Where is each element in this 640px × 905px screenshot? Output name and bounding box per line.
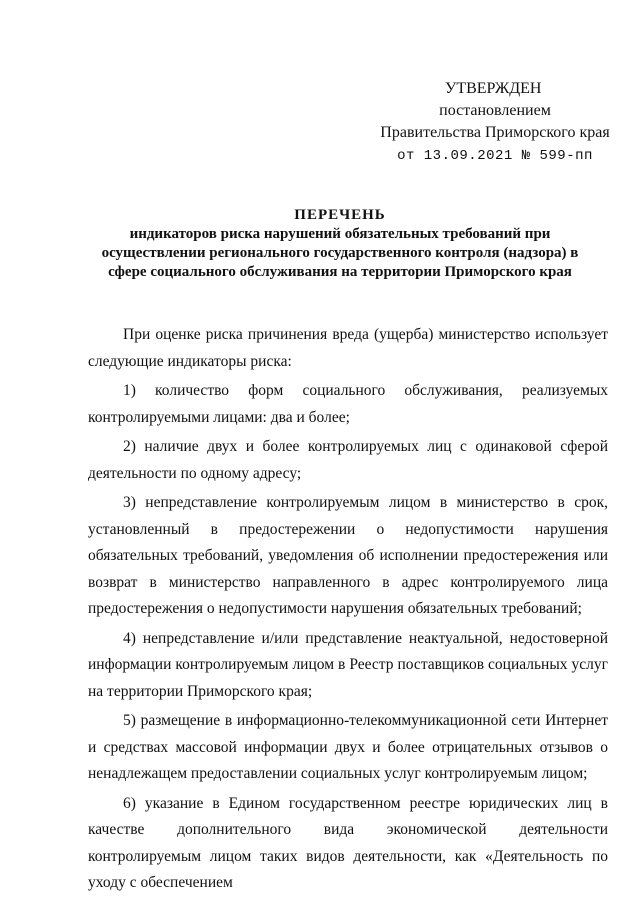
list-item-2: 2) наличие двух и более контролируемых лиц с одинаковой сферой деятельности по одному адресу;: [88, 438, 608, 482]
approval-line-decree: постановлением: [439, 102, 551, 119]
list-item-4: 4) непредставление и/или представление неактуальной, недостоверной информации контролируемым лицом в Реестр поставщиков социальных услуг на территории Приморского края;: [88, 629, 608, 700]
list-item-3: 3) непредставление контролируемым лицом в министерство в срок, установленный в предостережении о недопустимости нарушения обязательных требований, уведомления об исполнении предостережения или возврат в министерство направленного в адрес контролируемого лица предостережения о недопустимости нарушения обязательных требований;: [88, 494, 608, 617]
document-title: [60, 206, 620, 282]
approval-line-government: Правительства Приморского края: [380, 124, 610, 141]
title-subtitle-line-1: индикаторов риска нарушений обязательных требований при: [129, 226, 551, 242]
title-subtitle-line-3: сфере социального обслуживания на территории Приморского края: [108, 264, 572, 280]
approval-date-number: от 13.09.2021 № 599-пп: [397, 148, 593, 164]
intro-paragraph: При оценке риска причинения вреда (ущерба) министерство использует следующие индикаторы риска:: [88, 326, 608, 370]
list-item-6: 6) указание в Едином государственном реестре юридических лиц в качестве дополнительного вида экономической деятельности контролируемым лицом таких видов деятельности, как «Деятельность по уходу с обеспечением: [88, 794, 608, 891]
approval-heading: УТВЕРЖДЕН: [445, 80, 542, 97]
approval-block: [380, 78, 610, 167]
list-item-5: 5) размещение в информационно-телекоммуникационной сети Интернет и средствах массовой информации двух и более отрицательных отзывов о ненадлежащем предоставлении социальных услуг контролируемым лицом;: [88, 712, 608, 782]
document-body: [88, 322, 608, 897]
title-heading: ПЕРЕЧЕНЬ: [294, 207, 386, 223]
title-subtitle-line-2: осуществлении регионального государственного контроля (надзора) в: [101, 245, 579, 261]
list-item-1: 1) количество форм социального обслуживания, реализуемых контролируемыми лицами: два и более;: [88, 382, 608, 426]
